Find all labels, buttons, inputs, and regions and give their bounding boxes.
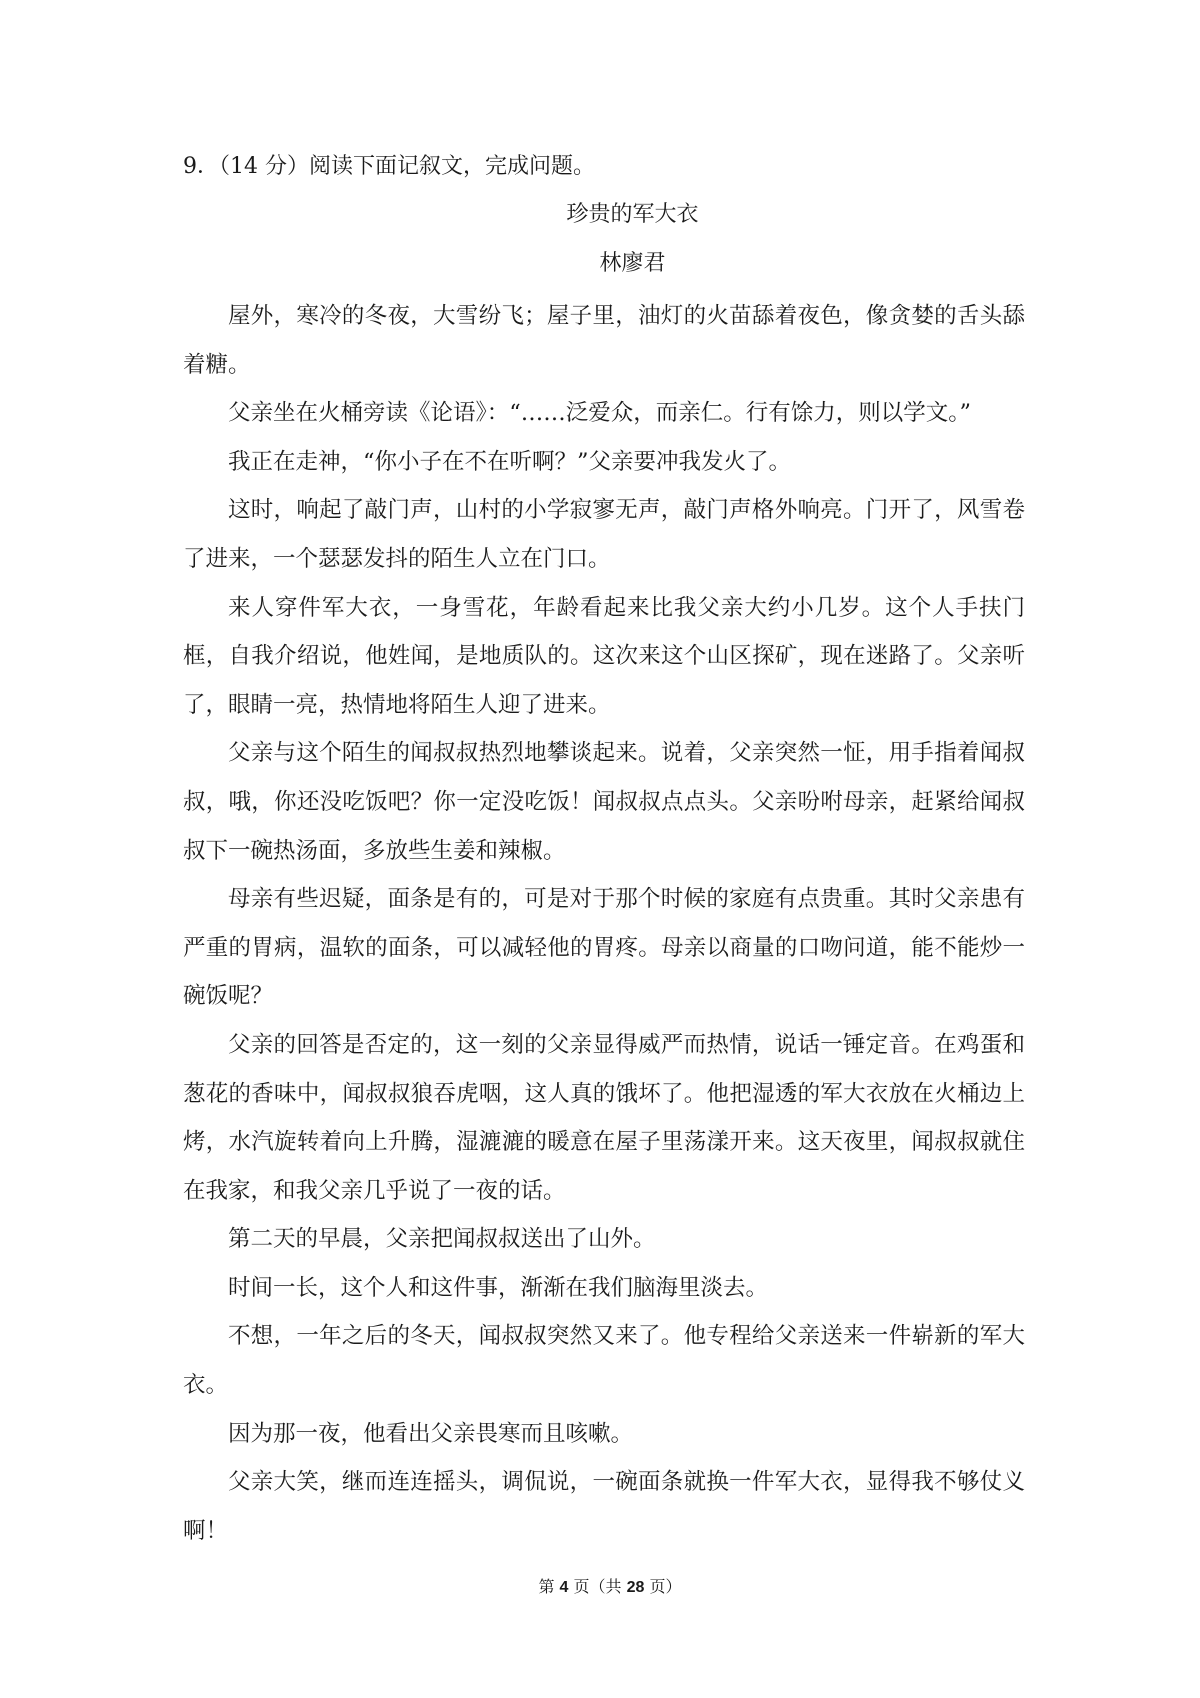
paragraph: 父亲与这个陌生的闻叔叔热烈地攀谈起来。说着，父亲突然一怔，用手指着闻叔叔，哦，你还没吃饭吧？你一定没吃饭！闻叔叔点点头。父亲吩咐母亲，赶紧给闻叔叔下一碗热汤面，多放些生姜和辣椒。 — [183, 740, 1025, 864]
paragraph: 父亲坐在火桶旁读《论语》：“……泛爱众，而亲仁。行有馀力，则以学文。” — [228, 400, 972, 427]
paragraph: 因为那一夜，他看出父亲畏寒而且咳嗽。 — [228, 1420, 634, 1447]
paragraph: 屋外，寒冷的冬夜，大雪纷飞；屋子里，油灯的火苗舔着夜色，像贪婪的舌头舔着糖。 — [183, 303, 1025, 378]
paragraph: 父亲大笑，继而连连摇头，调侃说，一碗面条就换一件军大衣，显得我不够仗义啊！ — [183, 1469, 1025, 1544]
paragraph: 我正在走神，“你小子在不在听啊？”父亲要冲我发火了。 — [228, 448, 792, 475]
footer-prefix: 第 — [538, 1577, 560, 1596]
paragraph: 时间一长，这个人和这件事，渐渐在我们脑海里淡去。 — [228, 1274, 769, 1301]
paragraph: 不想，一年之后的冬天，闻叔叔突然又来了。他专程给父亲送来一件崭新的军大衣。 — [183, 1323, 1025, 1399]
article-body — [183, 292, 1025, 1555]
article-title: 珍贵的军大衣 — [566, 202, 699, 227]
paragraph: 这时，响起了敲门声，山村的小学寂寥无声，敲门声格外响亮。门开了，风雪卷了进来，一个瑟瑟发抖的陌生人立在门口。 — [183, 497, 1025, 572]
paragraph: 父亲的回答是否定的，这一刻的父亲显得威严而热情，说话一锤定音。在鸡蛋和葱花的香味中，闻叔叔狼吞虎咽，这人真的饿坏了。他把湿透的军大衣放在火桶边上烤，水汽旋转着向上升腾，湿漉漉的暖意在屋子里荡漾开来。这天夜里，闻叔叔就住在我家，和我父亲几乎说了一夜的话。 — [183, 1031, 1025, 1204]
footer-total-pages: 28 — [626, 1579, 645, 1596]
footer-suffix: 页） — [644, 1577, 682, 1596]
footer-page-number: 4 — [559, 1579, 569, 1596]
paragraph: 母亲有些迟疑，面条是有的，可是对于那个时候的家庭有点贵重。其时父亲患有严重的胃病，温软的面条，可以减轻他的胃疼。母亲以商量的口吻问道，能不能炒一碗饭呢？ — [183, 886, 1025, 1010]
footer-middle: 页（共 — [568, 1577, 627, 1596]
paragraph: 来人穿件军大衣，一身雪花，年龄看起来比我父亲大约小几岁。这个人手扶门框，自我介绍说，他姓闻，是地质队的。这次来这个山区探矿，现在迷路了。父亲听了，眼睛一亮，热情地将陌生人迎了进来。 — [183, 594, 1025, 718]
paragraph: 第二天的早晨，父亲把闻叔叔送出了山外。 — [228, 1226, 656, 1253]
article-author: 林廖君 — [599, 251, 666, 276]
page-footer — [0, 1576, 1200, 1599]
question-header: 9．（14 分）阅读下面记叙文，完成问题。 — [183, 154, 595, 179]
